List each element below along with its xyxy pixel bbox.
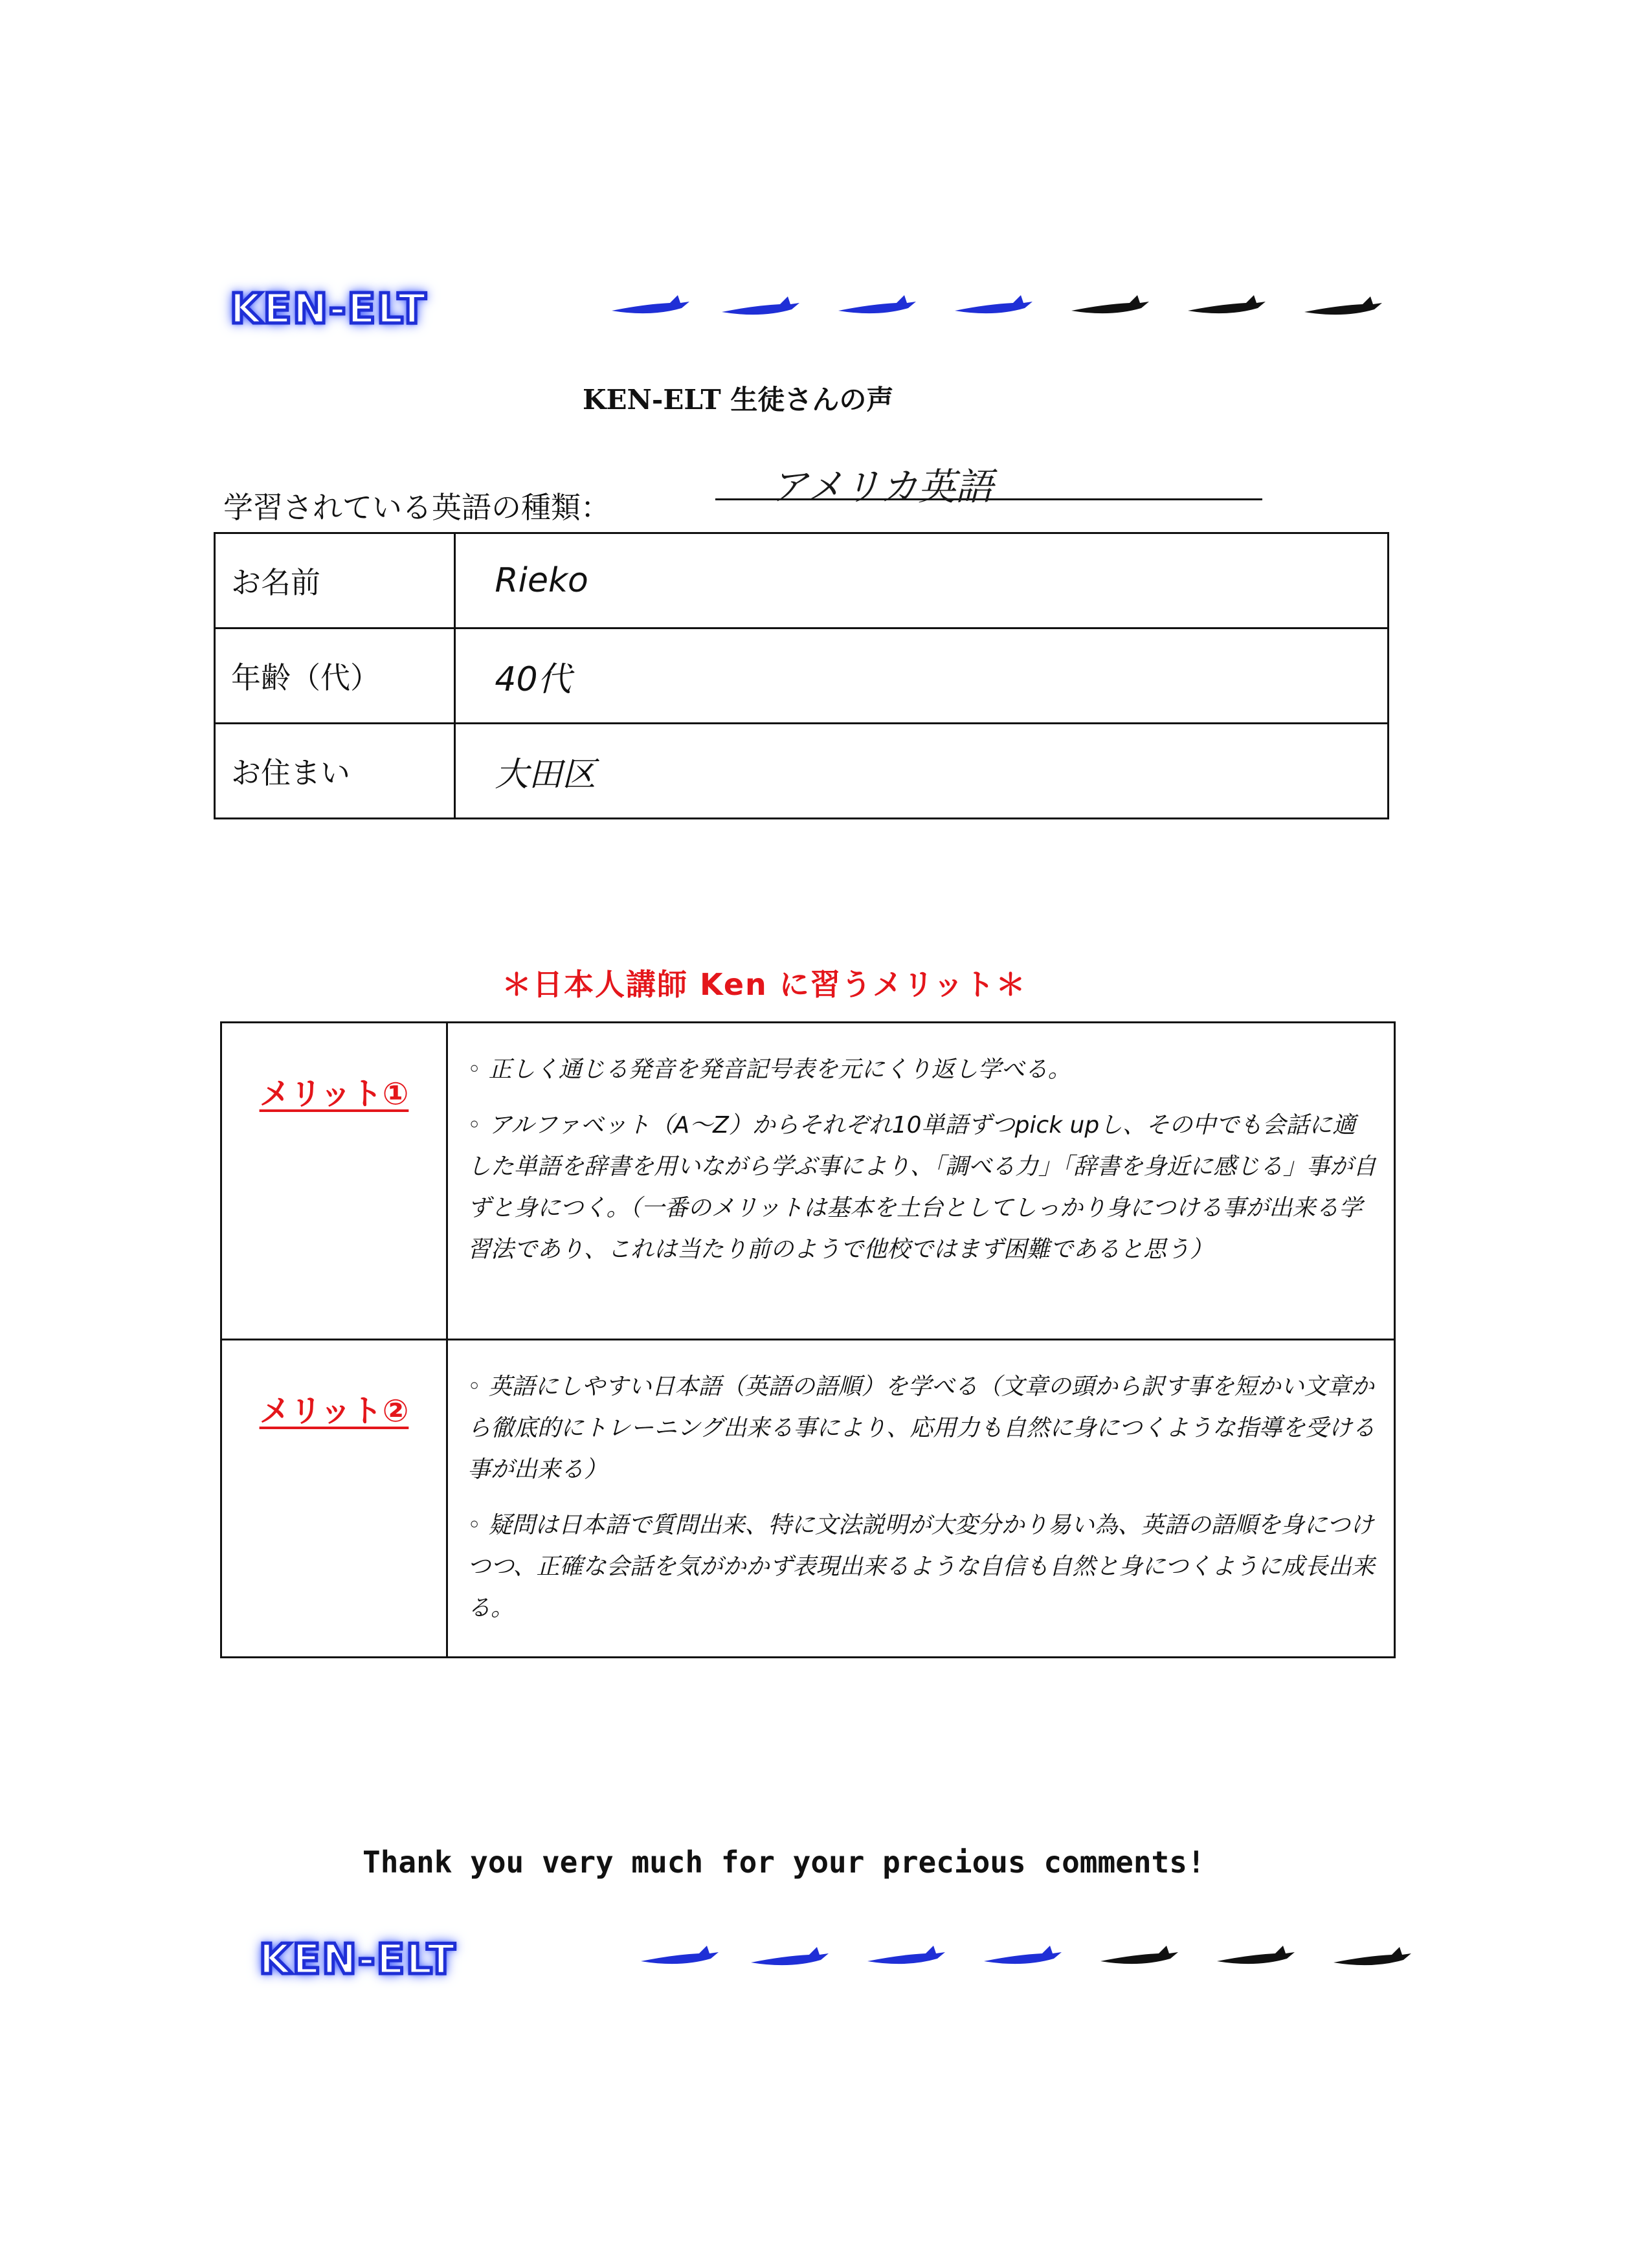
merit-1-body <box>447 1023 1394 1340</box>
merit-table <box>220 1021 1396 1658</box>
english-type-value: アメリカ英語 <box>770 465 993 509</box>
english-type-label: 学習されている英語の種類： <box>223 490 610 525</box>
merit-1-label: メリット① <box>259 1076 409 1112</box>
list-item: ◦ 英語にしやすい日本語（英語の語順）を学べる（文章の頭から訳す事を短かい文章から徹底的にトレーニング出来る事により、応用力も自然に身につくような指導を受ける事が出来る） <box>467 1366 1377 1491</box>
residence-value: 大田区 <box>455 724 1389 819</box>
list-item: ◦ アルファベット（A〜Z）からそれぞれ10単語ずつpick upし、その中でも会話に適した単語を辞書を用いながら学ぶ事により、「調べる力」「辞書を身近に感じる」事が自ずと身につく。（一番のメリットは基本を土台としてしっかり身につける事が出来る学習法であり、これは当たり前のようで他校ではまず困難であると思う） <box>467 1105 1377 1271</box>
table-row <box>221 1023 1395 1340</box>
airplane-icon <box>867 1946 945 1964</box>
table-row <box>215 628 1389 724</box>
airplane-icon <box>955 295 1032 313</box>
ken-elt-logo: KEN-ELT <box>259 1936 456 1984</box>
table-row <box>215 533 1389 628</box>
airplane-icon-row <box>634 1935 1424 1987</box>
age-label: 年齢（代） <box>215 628 455 724</box>
airplane-icon <box>838 295 916 313</box>
merit-1-label-cell <box>221 1023 447 1340</box>
list-item: ◦ 疑問は日本語で質問出来、特に文法説明が大変分かり易い為、英語の語順を身につけつつ、正確な会話を気がかかず表現出来るような自信も自然と身につくように成長出来る。 <box>467 1505 1377 1629</box>
name-label: お名前 <box>215 533 455 628</box>
airplane-icon <box>1188 295 1266 313</box>
name-value: Rieko <box>455 533 1389 628</box>
profile-table <box>214 532 1389 819</box>
airplane-icon <box>1071 295 1149 313</box>
top-logo-banner <box>230 285 1369 337</box>
airplane-icon <box>722 296 799 315</box>
residence-label: お住まい <box>215 724 455 819</box>
merit-2-label: メリット② <box>259 1393 409 1429</box>
airplane-icon <box>984 1946 1062 1964</box>
age-value: 40代 <box>455 628 1389 724</box>
bottom-logo-banner <box>259 1935 1398 1987</box>
airplane-icon <box>641 1946 719 1964</box>
airplane-icon <box>1304 296 1382 315</box>
airplane-icon <box>1334 1947 1411 1965</box>
thanks-message: Thank you very much for your precious comments! <box>363 1845 1205 1880</box>
merit-2-body <box>447 1340 1394 1658</box>
page-title: KEN-ELT 生徒さんの声 <box>583 384 894 416</box>
airplane-icon <box>1100 1946 1178 1964</box>
ken-elt-logo: KEN-ELT <box>230 285 427 333</box>
merit-heading: ＊日本人講師 Ken に習うメリット＊ <box>502 967 1027 1002</box>
airplane-icon <box>612 295 689 313</box>
airplane-icon <box>751 1947 829 1965</box>
airplane-icon <box>1217 1946 1295 1964</box>
merit-2-label-cell <box>221 1340 447 1658</box>
table-row <box>221 1340 1395 1658</box>
airplane-icon-row <box>605 285 1395 337</box>
list-item: ◦ 正しく通じる発音を発音記号表を元にくり返し学べる。 <box>467 1049 1377 1091</box>
table-row <box>215 724 1389 819</box>
